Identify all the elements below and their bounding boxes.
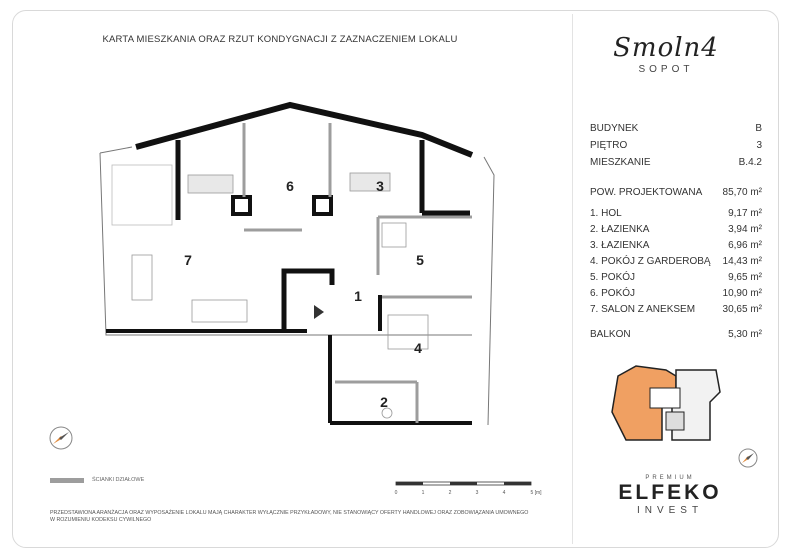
disclaimer: PRZEDSTAWIONA ARANŻACJA ORAZ WYPOSAŻENIE LOKALU MAJĄ CHARAKTER WYŁĄCZNIE PRZYKŁADOWY, NIE STANOWIĄCY OFERTY HANDLOWEJ ORAZ ZOBOWIĄZANIA UMOWNEGO W ROZUMIENIU KODEKSU CYWILNEGO	[50, 510, 529, 523]
floor-plan	[92, 95, 502, 440]
logo-city: SOPOT	[638, 64, 694, 75]
room-label-7: 7	[184, 252, 192, 268]
room-label-4: 4	[414, 340, 422, 356]
brand-invest: INVEST	[636, 505, 704, 516]
developer-logo	[610, 475, 730, 516]
details-block	[590, 120, 762, 171]
balcony-block	[590, 326, 762, 343]
legend	[50, 477, 144, 483]
brand-name: ELFEKO	[618, 481, 722, 504]
room-row: 6. POKÓJ 10,90 m²	[590, 288, 762, 299]
project-logo	[596, 34, 736, 75]
scale-tick: 4	[502, 490, 506, 496]
area-block	[590, 184, 762, 201]
compass-icon	[736, 446, 760, 470]
rooms-list	[590, 206, 762, 318]
logo-script: Smoln4	[613, 33, 719, 63]
room-row: 1. HOL 9,17 m²	[590, 208, 762, 219]
room-label-5: 5	[416, 252, 424, 268]
detail-row-apartment: MIESZKANIE B.4.2	[590, 157, 762, 168]
legend-label: ŚCIANKI DZIAŁOWE	[92, 477, 145, 483]
partition-swatch	[50, 478, 84, 483]
scale-tick: 0	[394, 490, 398, 496]
scale-tick: 3	[475, 490, 479, 496]
room-row: 2. ŁAZIENKA 3,94 m²	[590, 224, 762, 235]
room-label-1: 1	[354, 288, 362, 304]
room-label-2: 2	[380, 394, 388, 410]
brand-premium: PREMIUM	[645, 475, 695, 481]
room-row: 5. POKÓJ 9,65 m²	[590, 272, 762, 283]
page-title: KARTA MIESZKANIA ORAZ RZUT KONDYGNACJI Z ZAZNACZENIEM LOKALU	[102, 34, 458, 45]
room-row: 7. SALON Z ANEKSEM 30,65 m²	[590, 304, 762, 315]
area-row: POW. PROJEKTOWANA 85,70 m²	[590, 187, 762, 198]
balcony-row: BALKON 5,30 m²	[590, 329, 762, 340]
scale-tick: 2	[448, 490, 452, 496]
scale-tick: 1	[421, 490, 425, 496]
building-key-plan	[606, 362, 724, 446]
room-label-6: 6	[286, 178, 294, 194]
scale-bar	[396, 478, 546, 498]
scale-tick: 5 [m]	[530, 490, 542, 496]
compass-icon	[47, 424, 75, 452]
detail-row-building: BUDYNEK B	[590, 123, 762, 134]
room-row: 3. ŁAZIENKA 6,96 m²	[590, 240, 762, 251]
detail-row-floor: PIĘTRO 3	[590, 140, 762, 151]
room-label-3: 3	[376, 178, 384, 194]
vertical-divider	[572, 14, 573, 544]
room-row: 4. POKÓJ Z GARDEROBĄ 14,43 m²	[590, 256, 762, 267]
